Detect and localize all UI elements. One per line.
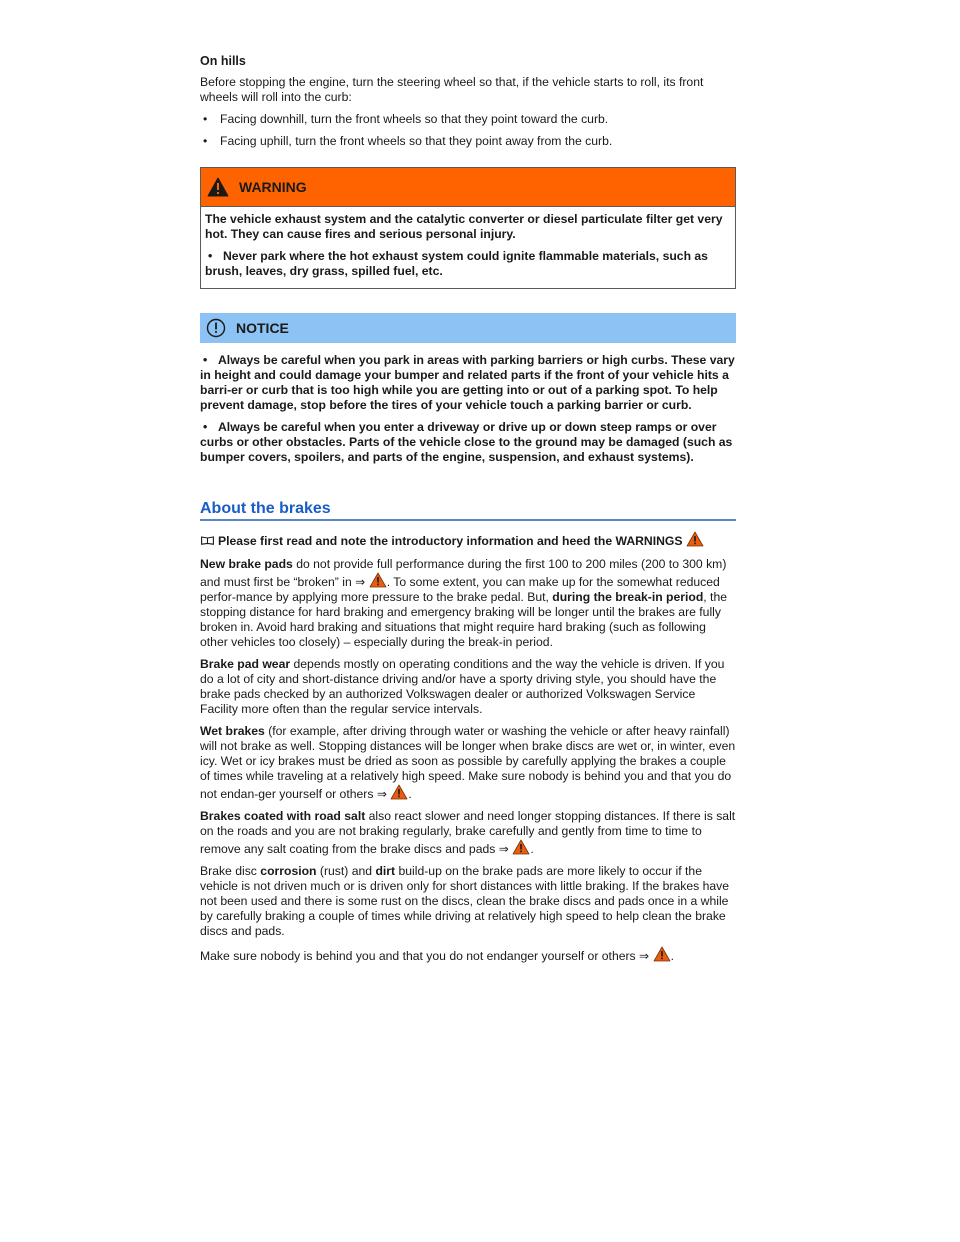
paragraph-road-salt: Brakes coated with road salt also react slower and need longer stopping distances. If there is salt on the roads and you are not braking regularly, brake carefully and gently from time to time to remove any salt coating from the brake discs and pads ⇒ . <box>200 809 736 856</box>
bullet-dot: • <box>203 353 208 367</box>
hills-heading: On hills <box>200 54 246 68</box>
warning-triangle-icon[interactable] <box>390 784 408 800</box>
list-item: • Always be careful when you enter a driveway or drive up or down steep ramps or over curbs or other obstacles. Parts of the vehicle close to the ground may be damaged (such as bumper covers, spoilers, and parts of the engine, suspension, and exhaust systems). <box>200 420 733 464</box>
warning-title: WARNING <box>239 178 307 195</box>
hills-intro: Before stopping the engine, turn the steering wheel so that, if the vehicle starts to roll, its front wheels will roll into the curb: <box>200 75 704 104</box>
section-heading: About the brakes <box>200 501 736 521</box>
paragraph-new-brake-pads: New brake pads do not provide full performance during the first 100 to 200 miles (200 to 300 km) and must first be “broken” in ⇒ . To some extent, you can make up for the somewhat reduced perfor-mance by applying more pressure to the brake pedal. But, during the break-in period, the stopping distance for hard braking and emergency braking will be longer until the brakes are fully broken in. Avoid hard braking and situations that might require hard braking (such as following other vehicles too closely) – especially during the break-in period. <box>200 557 727 649</box>
paragraph-wet-brakes: Wet brakes (for example, after driving through water or washing the vehicle or after heavy rainfall) will not brake as well. Stopping distances will be longer when brake discs are wet or, in winter, even icy. Wet or icy brakes must be dried as soon as possible by carefully applying the brakes a couple of times while traveling at a relatively high speed. Make sure nobody is behind you and that you do not endan-ger yourself or others ⇒ . <box>200 724 736 801</box>
warning-triangle-icon[interactable] <box>653 946 671 962</box>
warning-box <box>200 167 736 289</box>
warning-triangle-icon <box>207 177 229 197</box>
hills-bullet-list <box>200 112 736 149</box>
notice-title: NOTICE <box>236 319 289 336</box>
warning-triangle-icon[interactable] <box>686 531 704 547</box>
notice-bullet-list <box>200 353 736 465</box>
warning-body <box>201 207 735 288</box>
paragraph-corrosion: Brake disc corrosion (rust) and dirt build-up on the brake pads are more likely to occur if the vehicle is not driven much or is driven only for short distances with little braking. If the brakes have not been used and there is some rust on the discs, clean the brake discs and pads once in a while by carefully braking a couple of times while driving at relatively high speed to help clean the brake discs and pads. <box>200 864 730 938</box>
book-icon <box>201 536 214 545</box>
warning-text: The vehicle exhaust system and the catalytic converter or diesel particulate filter get very hot. They can cause fires and serious personal injury. <box>205 212 723 241</box>
notice-header <box>200 313 736 343</box>
warning-header <box>201 168 735 207</box>
notice-section <box>200 313 736 465</box>
bullet-dot: • <box>203 134 208 148</box>
exclamation-circle-icon <box>206 318 226 338</box>
list-item: • Always be careful when you park in areas with parking barriers or high curbs. These vary in height and could damage your bumper and related parts if the front of your vehicle hits a barri-er or curb that is too high while you are getting into or out of a parking spot. To help prevent damage, stop before the tires of your vehicle touch a parking barrier or curb. <box>200 353 735 412</box>
manual-page <box>200 54 736 971</box>
warning-triangle-icon[interactable] <box>369 572 387 588</box>
bullet-dot: • <box>203 112 208 126</box>
notice-box <box>200 313 736 343</box>
notice-body <box>200 343 736 465</box>
paragraph-brake-pad-wear: Brake pad wear depends mostly on operating conditions and the way the vehicle is driven. If you do a lot of city and short-distance driving and/or have a sporty driving style, you should have the brake pads checked by an authorized Volkswagen dealer or authorized Volkswagen Service Facility more often than the regular service intervals. <box>200 657 725 716</box>
warning-bullet: • Never park where the hot exhaust system could ignite flammable materials, such as brush, leaves, dry grass, spilled fuel, etc. <box>205 249 708 278</box>
paragraph-endanger: Make sure nobody is behind you and that you do not endanger yourself or others ⇒ . <box>200 946 736 964</box>
bullet-dot: • <box>203 420 208 434</box>
brakes-intro: Please first read and note the introductory information and heed the WARNINGS <box>200 531 736 549</box>
warning-triangle-icon[interactable] <box>512 839 530 855</box>
list-item: • Facing downhill, turn the front wheels so that they point toward the curb. <box>203 112 609 126</box>
list-item: • Facing uphill, turn the front wheels so that they point away from the curb. <box>203 134 613 148</box>
bullet-dot: • <box>208 249 213 263</box>
